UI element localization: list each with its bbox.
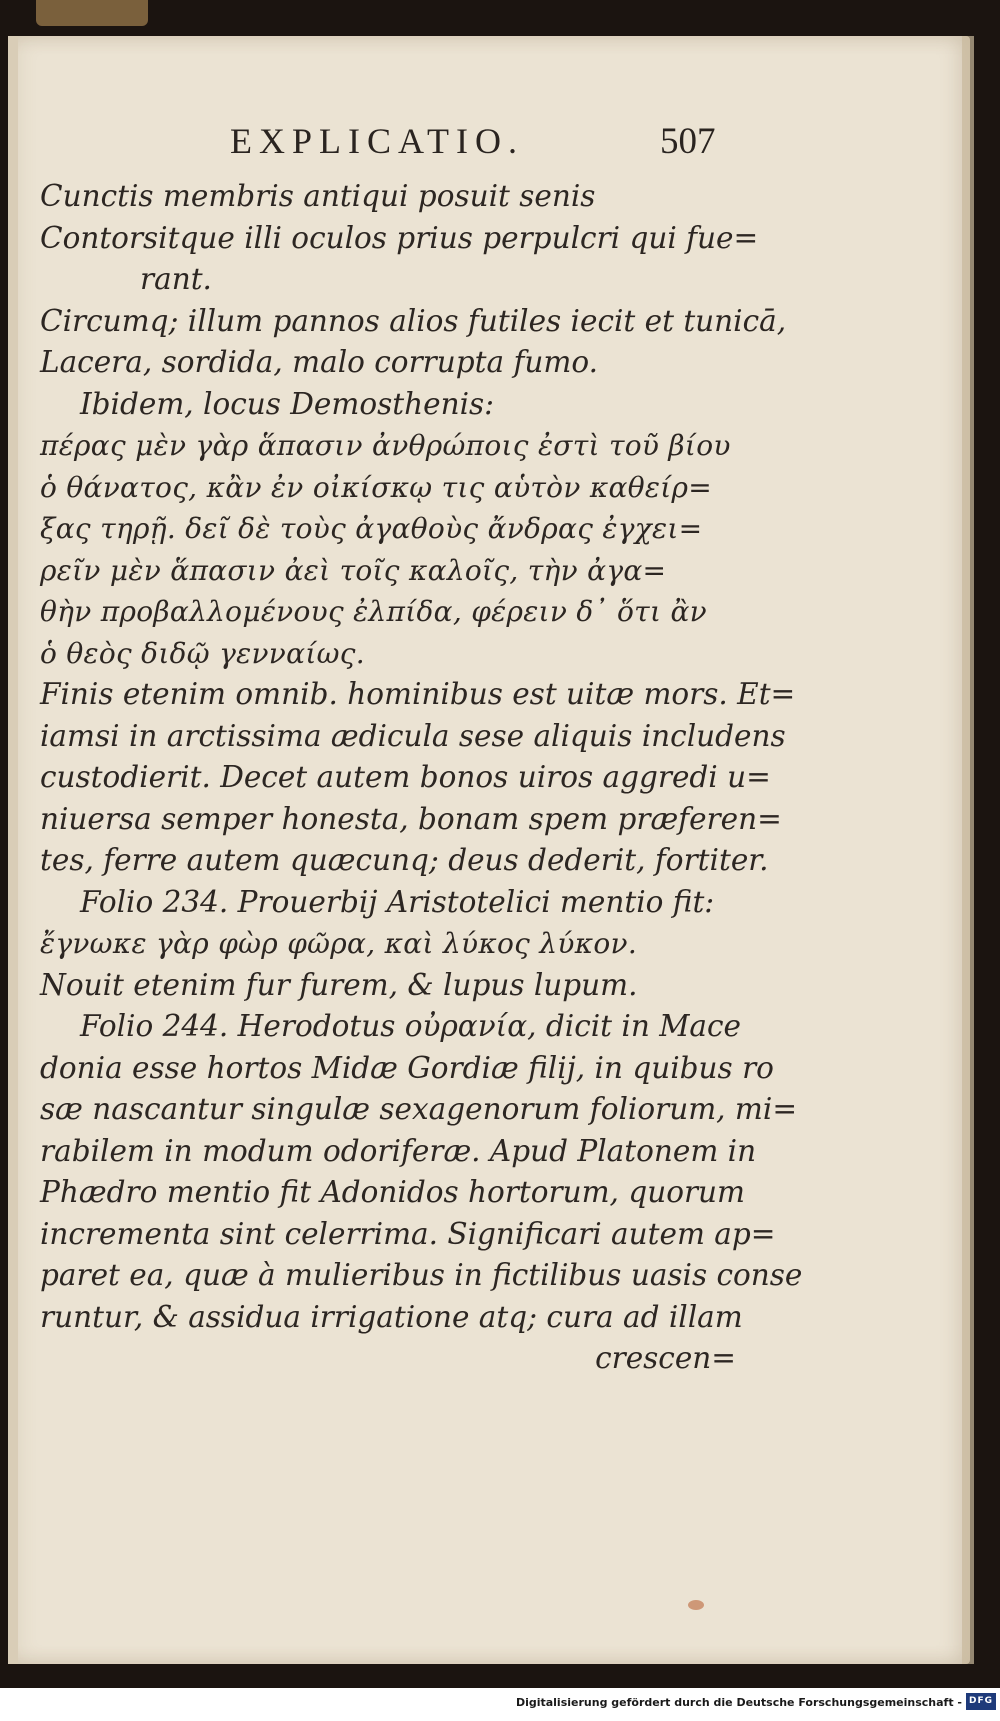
text-line: θὴν προβαλλομένους ἐλπίδα, φέρειν δ᾽ ὅτι ἂν	[40, 595, 707, 628]
text-line: custodierit. Decet autem bonos uiros aggredi u=	[40, 760, 771, 794]
text-line: Phædro mentio fit Adonidos hortorum, quorum	[40, 1175, 746, 1209]
running-title: EXPLICATIO.	[230, 121, 524, 161]
text-line: Circumq; illum pannos alios futiles iecit et tunicā,	[40, 303, 787, 338]
text-line: crescen=	[595, 1341, 736, 1375]
ink-stain	[688, 1600, 704, 1610]
text-line: tes, ferre autem quæcunq; deus dederit, fortiter.	[40, 843, 769, 877]
footer-bar	[0, 1688, 1000, 1721]
text-line: Lacera, sordida, malo corrupta fumo.	[40, 345, 598, 379]
text-line: sæ nascantur singulæ sexagenorum foliorum, mi=	[40, 1092, 798, 1126]
text-line: runtur, & assidua irrigatione atq; cura ad illam	[40, 1299, 743, 1334]
text-line: Ibidem, locus Demosthenis:	[80, 386, 495, 421]
funding-credit: Digitalisierung gefördert durch die Deutsche Forschungsgemeinschaft -	[515, 1696, 962, 1709]
page-fore-edge	[962, 36, 974, 1664]
text-line: niuersa semper honesta, bonam spem præferen=	[40, 801, 782, 836]
text-line: ἔγνωκε γὰρ φὼρ φῶρα, καὶ λύκος λύκον.	[40, 927, 638, 960]
page-gutter-edge	[8, 36, 18, 1664]
body-text	[40, 176, 803, 1380]
text-line: iamsi in arctissima ædicula sese aliquis includens	[40, 718, 786, 753]
corner-tab	[36, 0, 148, 26]
dfg-logo-icon: DFG	[966, 1693, 996, 1710]
text-line: ὁ θάνατος, κἂν ἐν οἰκίσκῳ τις αὑτὸν καθείρ=	[40, 470, 713, 504]
text-line: rant.	[140, 262, 212, 296]
page-number: 507	[660, 121, 716, 162]
text-line: Nouit etenim fur furem, & lupus lupum.	[40, 967, 638, 1002]
text-line: paret ea, quæ à mulieribus in fictilibus uasis conse	[40, 1258, 803, 1292]
text-line: πέρας μὲν γὰρ ἅπασιν ἀνθρώποις ἐστὶ τοῦ βίου	[40, 429, 731, 462]
text-line: ξας τηρῇ. δεῖ δὲ τοὺς ἀγαθοὺς ἄνδρας ἐγχει=	[40, 512, 703, 545]
running-head	[230, 120, 730, 168]
text-line: ρεῖν μὲν ἅπασιν ἀεὶ τοῖς καλοῖς, τὴν ἀγα=	[40, 553, 667, 587]
text-line: rabilem in modum odoriferæ. Apud Platonem in	[40, 1133, 757, 1168]
text-line: Folio 234. Prouerbij Aristotelici mentio fit:	[80, 884, 715, 919]
text-line: Finis etenim omnib. hominibus est uitæ mors. Et=	[40, 677, 796, 711]
text-line: Contorsitque illi oculos prius perpulcri qui fue=	[40, 220, 759, 255]
text-line: Folio 244. Herodotus οὐρανία, dicit in Mace	[80, 1009, 741, 1043]
text-line: incrementa sint celerrima. Significari autem ap=	[40, 1216, 776, 1251]
text-line: ὁ θεὸς διδῷ γενναίως.	[40, 636, 365, 670]
text-line: Cunctis membris antiqui posuit senis	[40, 179, 596, 213]
text-line: donia esse hortos Midæ Gordiæ filij, in quibus ro	[40, 1050, 774, 1085]
